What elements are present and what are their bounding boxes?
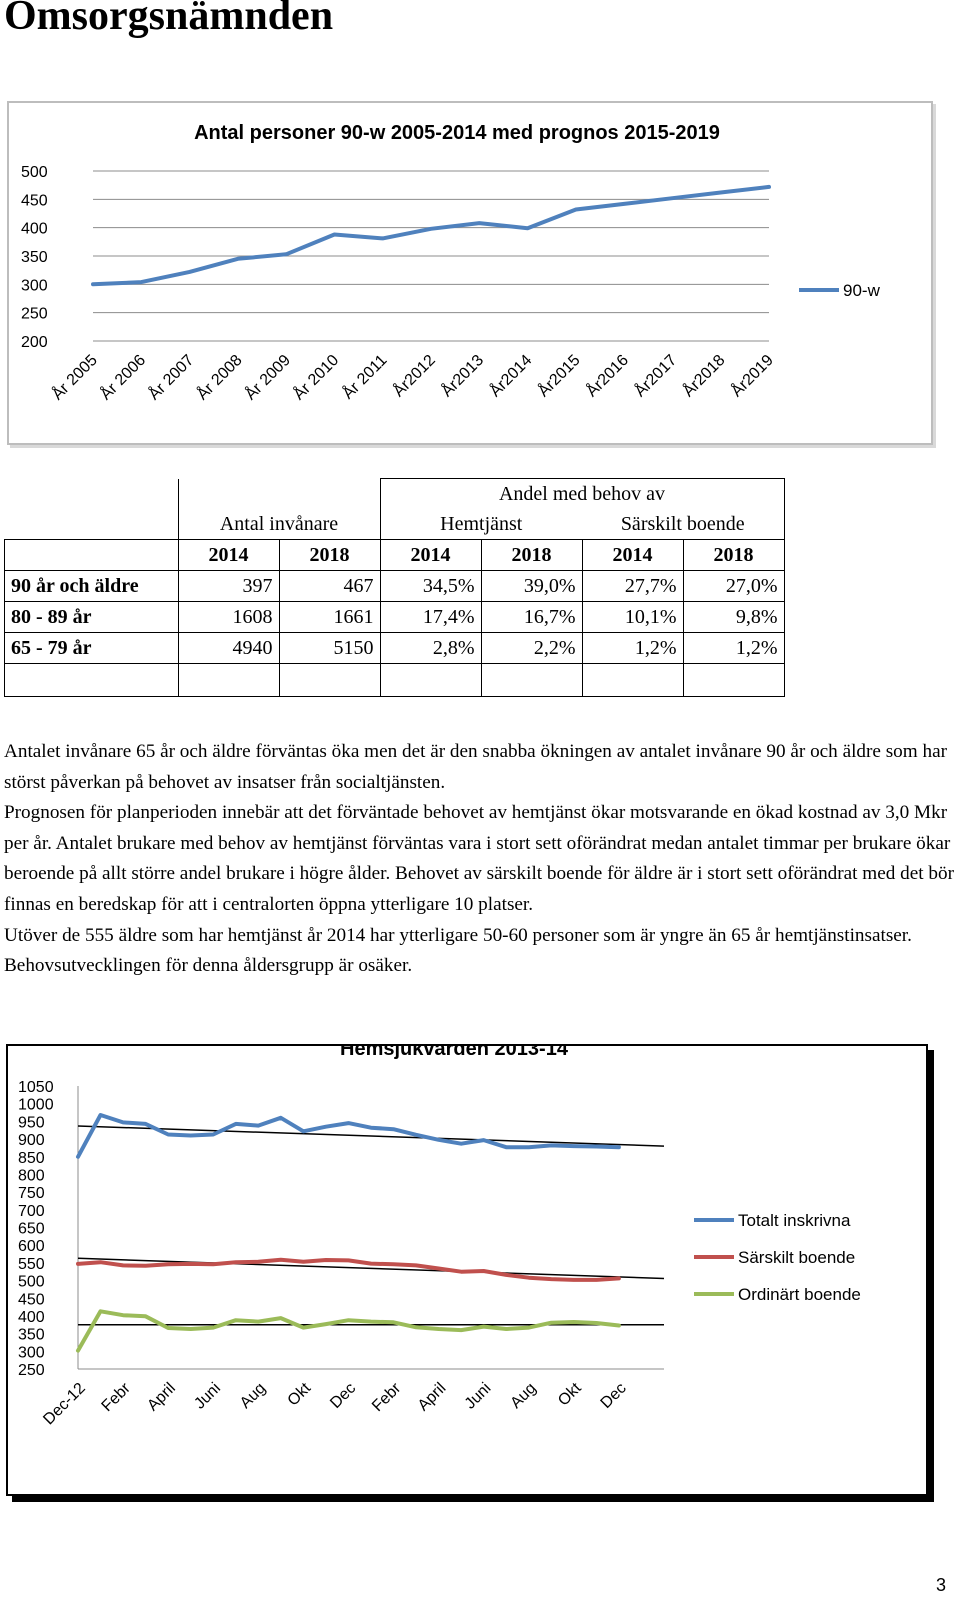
table-cell: 4940: [178, 633, 279, 664]
series-line: [93, 187, 769, 284]
y-tick-label: 300: [18, 1344, 45, 1362]
y-tick-label: 500: [18, 1273, 45, 1291]
table-group-header: Andel med behov av: [380, 479, 784, 510]
y-tick-label: 1000: [18, 1096, 54, 1114]
row-label: 90 år och äldre: [5, 571, 179, 602]
series-line: [78, 1260, 619, 1280]
x-tick-label: Okt: [284, 1379, 315, 1410]
legend-label: 90-w: [843, 281, 880, 300]
y-tick-label: 700: [18, 1202, 45, 1220]
table-cell: 39,0%: [481, 571, 582, 602]
paragraph: Prognosen för planperioden innebär att det förväntade behovet av hemtjänst ökar motsvarande en ökad kostnad av 3,0 Mkr per år. Antalet brukare med behov av hemtjänst förväntas vara i stort sett oförändrat medan antalet timmar per brukare ökar beroende på allt större andel brukare i högre ålder. Behovet av särskilt boende för äldre är i stort sett oförändrat med det bör finnas en beredskap för att i centralorten öppna ytterligare 10 platser.: [4, 802, 954, 915]
table-year: 2018: [683, 540, 784, 571]
x-tick-label: April: [144, 1379, 179, 1415]
table-cell: 9,8%: [683, 602, 784, 633]
y-tick-label: 900: [18, 1132, 45, 1150]
x-tick-label: År2019: [728, 351, 777, 401]
y-tick-label: 750: [18, 1185, 45, 1203]
table-row-empty: [5, 664, 785, 697]
chart-90w-svg: [9, 103, 931, 443]
table-year: 2014: [380, 540, 481, 571]
chart-90w: [7, 101, 933, 445]
table-cell: 1661: [279, 602, 380, 633]
y-tick-label: 200: [21, 334, 48, 351]
page-number: 3: [935, 1575, 946, 1595]
page-heading: Omsorgsnämnden: [4, 0, 334, 39]
x-tick-label: År2012: [390, 351, 439, 401]
x-tick-label: Febr: [98, 1379, 134, 1416]
x-tick-label: År2017: [631, 351, 681, 401]
y-tick-label: 250: [18, 1362, 45, 1379]
table-cell: 16,7%: [481, 602, 582, 633]
row-label: 65 - 79 år: [5, 633, 179, 664]
x-tick-label: År 2005: [49, 351, 101, 404]
table-cell: 1608: [178, 602, 279, 633]
table-col-group-special-housing: Särskilt boende: [582, 509, 784, 540]
x-tick-label: År 2009: [242, 351, 294, 404]
trendline: [78, 1258, 664, 1278]
x-tick-label: År2016: [583, 351, 632, 401]
table-cell: 1,2%: [683, 633, 784, 664]
y-tick-label: 350: [21, 249, 48, 266]
x-tick-label: Aug: [236, 1379, 270, 1412]
series-line: [78, 1311, 619, 1350]
y-tick-label: 300: [21, 277, 48, 295]
table-row: [5, 571, 785, 602]
y-tick-label: 600: [18, 1238, 45, 1256]
x-tick-label: År 2008: [194, 351, 246, 404]
y-tick-label: 350: [18, 1326, 45, 1344]
table-cell: 27,0%: [683, 571, 784, 602]
table-year: 2018: [481, 540, 582, 571]
x-tick-label: Juni: [191, 1379, 225, 1413]
x-tick-label: År2015: [535, 351, 584, 401]
x-tick-label: År 2007: [145, 351, 198, 404]
x-tick-label: År 2011: [339, 351, 391, 403]
table-year: 2014: [178, 540, 279, 571]
table-year: 2014: [582, 540, 683, 571]
x-tick-label: År2014: [486, 351, 536, 401]
x-tick-label: Febr: [369, 1379, 405, 1416]
table-row: [5, 602, 785, 633]
table-cell: 467: [279, 571, 380, 602]
chart-title: Hemsjukvården 2013-14: [340, 1046, 568, 1060]
table-row: [5, 633, 785, 664]
y-tick-label: 450: [21, 192, 48, 210]
y-tick-label: 400: [21, 220, 48, 238]
table-cell: 2,2%: [481, 633, 582, 664]
x-tick-label: Aug: [507, 1379, 540, 1412]
legend-label: Ordinärt boende: [738, 1285, 861, 1304]
x-tick-label: År2013: [438, 351, 488, 401]
table-cell: 397: [178, 571, 279, 602]
chart-title: Antal personer 90-w 2005-2014 med prognos 2015-2019: [194, 122, 720, 144]
y-tick-label: 800: [18, 1167, 45, 1185]
stats-table: [4, 478, 785, 697]
x-tick-label: April: [414, 1379, 450, 1415]
table-year: 2018: [279, 540, 380, 571]
x-tick-label: Dec-12: [40, 1379, 89, 1429]
paragraph: Utöver de 555 äldre som har hemtjänst år 2014 har ytterligare 50-60 personer som är yngre än 65 år hemtjänstinsatser. Behovsutvecklingen för denna åldersgrupp är osäker.: [4, 924, 912, 977]
body-text: [4, 737, 954, 982]
table-cell: 5150: [279, 633, 380, 664]
y-tick-label: 1050: [18, 1079, 54, 1096]
y-tick-label: 850: [18, 1149, 45, 1167]
table-cell: 10,1%: [582, 602, 683, 633]
x-tick-label: År 2006: [97, 351, 150, 404]
x-tick-label: Dec: [597, 1379, 630, 1412]
y-tick-label: 250: [21, 305, 48, 323]
table-cell: 27,7%: [582, 571, 683, 602]
x-tick-label: Okt: [555, 1379, 585, 1410]
table-col-group-home-care: Hemtjänst: [380, 509, 582, 540]
y-tick-label: 650: [18, 1220, 45, 1238]
paragraph: Antalet invånare 65 år och äldre förväntas öka men det är den snabba ökningen av antalet invånare 90 år och äldre som har störst påverkan på behovet av insatser från socialtjänsten.: [4, 741, 947, 793]
table-cell: 17,4%: [380, 602, 481, 633]
table-col-group-population: Antal invånare: [178, 509, 380, 540]
y-tick-label: 450: [18, 1291, 45, 1309]
y-tick-label: 500: [21, 164, 48, 181]
table-cell: 1,2%: [582, 633, 683, 664]
legend-label: Totalt inskrivna: [738, 1211, 851, 1230]
y-tick-label: 950: [18, 1114, 45, 1132]
table-cell: 2,8%: [380, 633, 481, 664]
x-tick-label: År 2010: [290, 351, 343, 404]
x-tick-label: Dec: [327, 1379, 360, 1412]
chart-hemsjukvarden: [6, 1044, 928, 1496]
y-tick-label: 550: [18, 1255, 45, 1273]
table-cell: 34,5%: [380, 571, 481, 602]
x-tick-label: Juni: [461, 1379, 495, 1413]
row-label: 80 - 89 år: [5, 602, 179, 633]
chart-hemsjukvarden-svg: [8, 1046, 926, 1494]
legend-label: Särskilt boende: [738, 1248, 856, 1267]
y-tick-label: 400: [18, 1308, 45, 1326]
x-tick-label: År2018: [680, 351, 729, 401]
